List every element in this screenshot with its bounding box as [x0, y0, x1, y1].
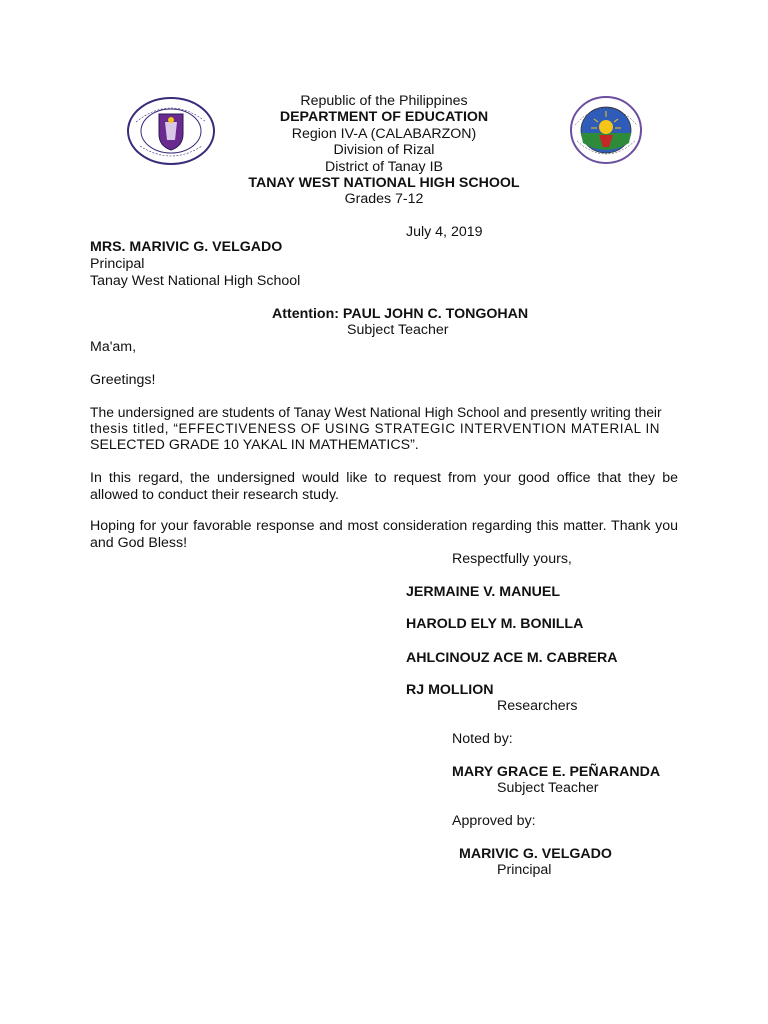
body-paragraph-1 — [90, 404, 678, 454]
paragraph-1-line-2: thesis titled, “EFFECTIVENESS OF USING STRATEGIC INTERVENTION MATERIAL IN — [90, 420, 661, 436]
researcher-name: JERMAINE V. MANUEL — [406, 584, 560, 600]
recipient-name: MRS. MARIVIC G. VELGADO — [90, 239, 283, 255]
header-school: TANAY WEST NATIONAL HIGH SCHOOL — [248, 175, 520, 192]
header-region: Region IV-A (CALABARZON) — [291, 125, 477, 142]
attention-line: Attention: PAUL JOHN C. TONGOHAN — [272, 306, 529, 322]
researcher-name: HAROLD ELY M. BONILLA — [406, 616, 584, 632]
greeting: Greetings! — [90, 372, 156, 388]
paragraph-1-line-1: The undersigned are students of Tanay West National High School and presently writing their — [90, 404, 662, 420]
letterhead — [184, 93, 584, 208]
paragraph-1-line-3: SELECTED GRADE 10 YAKAL IN MATHEMATICS”. — [90, 437, 419, 453]
body-paragraph-2: In this regard, the undersigned would like to request from your good office that they be allowed to conduct their research study. — [90, 470, 678, 503]
header-district: District of Tanay IB — [324, 158, 443, 175]
approved-by-name: MARIVIC G. VELGADO — [459, 846, 612, 862]
researcher-name: RJ MOLLION — [406, 682, 494, 698]
letter-date: July 4, 2019 — [406, 224, 483, 240]
header-republic: Republic of the Philippines — [300, 93, 468, 109]
researchers-label: Researchers — [497, 698, 578, 714]
noted-by-title: Subject Teacher — [497, 780, 599, 796]
body-paragraph-3: Hoping for your favorable response and most consideration regarding this matter. Thank you and God Bless! — [90, 518, 678, 551]
noted-by-label: Noted by: — [452, 731, 513, 747]
header-department: DEPARTMENT OF EDUCATION — [279, 109, 489, 126]
recipient-school: Tanay West National High School — [90, 273, 301, 289]
attention-title: Subject Teacher — [347, 322, 449, 338]
header-division: Division of Rizal — [333, 142, 435, 159]
recipient-title: Principal — [90, 256, 145, 272]
approved-by-label: Approved by: — [452, 813, 536, 829]
closing: Respectfully yours, — [452, 551, 572, 567]
header-grades: Grades 7-12 — [344, 191, 424, 208]
noted-by-name: MARY GRACE E. PEÑARANDA — [452, 764, 661, 780]
salutation: Ma'am, — [90, 339, 137, 355]
researcher-name: AHLCINOUZ ACE M. CABRERA — [406, 650, 618, 666]
approved-by-title: Principal — [497, 862, 552, 878]
